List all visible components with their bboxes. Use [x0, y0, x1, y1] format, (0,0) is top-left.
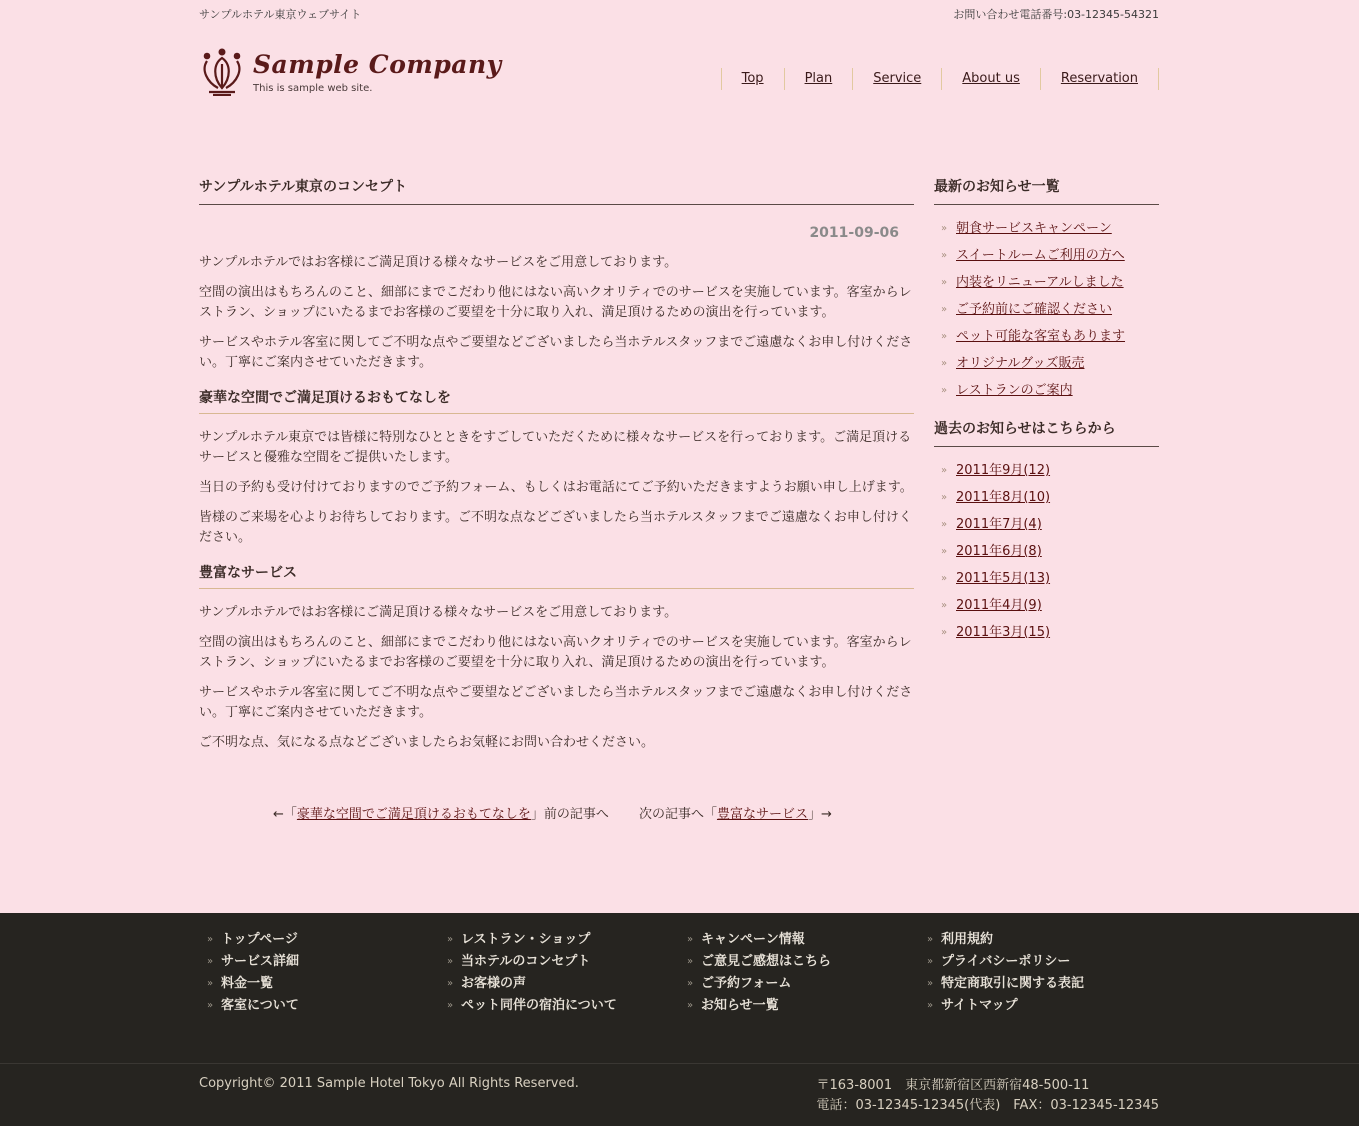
archive-link[interactable]: 2011年6月(8) — [956, 544, 1042, 559]
header — [199, 48, 1159, 100]
section2-paragraph-2: 空間の演出はもちろんのこと、細部にまでこだわり他にはない高いクオリティでのサービスを実施しています。客室からレストラン、ショップにいたるまでお客様のご要望を十分に取り入れ、満足頂けるための演出を行っています。 — [199, 635, 912, 670]
sidebar — [934, 176, 1159, 646]
article-pager — [273, 803, 832, 822]
news-item — [934, 323, 1159, 350]
nav-service[interactable]: Service — [853, 68, 942, 90]
news-title: 最新のお知らせ一覧 — [934, 176, 1159, 205]
footer-column-1 — [199, 929, 439, 1017]
company-name: Sample Company — [253, 50, 502, 79]
crown-icon — [199, 48, 245, 96]
footer-link[interactable]: » キャンペーン情報 — [679, 929, 919, 951]
news-link[interactable]: ご予約前にご確認ください — [956, 302, 1113, 317]
chevron-right-icon: » — [207, 978, 214, 989]
archive-link[interactable]: 2011年5月(13) — [956, 571, 1051, 586]
chevron-right-icon: » — [941, 331, 948, 342]
archive-item — [934, 592, 1159, 619]
news-item — [934, 350, 1159, 377]
article-title: サンプルホテル東京のコンセプト — [199, 176, 914, 205]
archive-item — [934, 538, 1159, 565]
footer-column-2 — [439, 929, 679, 1017]
address-block — [817, 1076, 1160, 1116]
section-heading-1: 豪華な空間でご満足頂けるおもてなしを — [199, 387, 914, 414]
next-article-link[interactable]: 豊富なサービス — [716, 807, 808, 822]
footer-link[interactable]: » お知らせ一覧 — [679, 995, 919, 1017]
chevron-right-icon: » — [447, 934, 454, 945]
section2-paragraph-3: サービスやホテル客室に関してご不明な点やご要望などございましたら当ホテルスタッフまでご遠慮なくお申し付けください。丁寧にご案内させていただきます。 — [199, 685, 913, 720]
news-link[interactable]: スイートルームご利用の方へ — [956, 248, 1125, 263]
footer-link[interactable]: » ご意見ご感想はこちら — [679, 951, 919, 973]
footer-link[interactable]: » 当ホテルのコンセプト — [439, 951, 679, 973]
chevron-right-icon: » — [687, 934, 694, 945]
chevron-right-icon: » — [941, 385, 948, 396]
footer-column-3 — [679, 929, 919, 1017]
archive-link[interactable]: 2011年8月(10) — [956, 490, 1051, 505]
logo[interactable] — [199, 48, 502, 98]
archive-list — [934, 457, 1159, 646]
archive-link[interactable]: 2011年9月(12) — [956, 463, 1051, 478]
nav-top[interactable]: Top — [722, 68, 785, 90]
chevron-right-icon: » — [207, 934, 214, 945]
footer-links — [199, 929, 1159, 1017]
chevron-right-icon: » — [687, 978, 694, 989]
archive-link[interactable]: 2011年4月(9) — [956, 598, 1042, 613]
chevron-right-icon: » — [941, 600, 948, 611]
chevron-right-icon: » — [941, 358, 948, 369]
footer-link[interactable]: » ご予約フォーム — [679, 973, 919, 995]
prev-prefix: ←「 — [273, 807, 297, 822]
news-link[interactable]: レストランのご案内 — [956, 383, 1073, 398]
chevron-right-icon: » — [927, 934, 934, 945]
section1-paragraph-2: 当日の予約も受け付けておりますのでご予約フォーム、もしくはお電話にてご予約いただきますようお願い申し上げます。 — [199, 480, 913, 495]
nav-reservation[interactable]: Reservation — [1041, 68, 1159, 90]
footer-link[interactable]: » 客室について — [199, 995, 439, 1017]
article — [199, 176, 914, 753]
prev-article-link[interactable]: 豪華な空間でご満足頂けるおもてなしを — [296, 807, 531, 822]
footer-link[interactable]: » レストラン・ショップ — [439, 929, 679, 951]
archive-link[interactable]: 2011年7月(4) — [956, 517, 1042, 532]
global-nav — [721, 68, 1159, 90]
section2-paragraph-4: ご不明な点、気になる点などございましたらお気軽にお問い合わせください。 — [199, 735, 655, 750]
copyright: Copyright© 2011 Sample Hotel Tokyo All Rights Reserved. — [199, 1076, 579, 1091]
footer-link[interactable]: » 特定商取引に関する表記 — [919, 973, 1159, 995]
top-strip — [199, 6, 1159, 22]
footer-link[interactable]: » 料金一覧 — [199, 973, 439, 995]
footer-link[interactable]: » サービス詳細 — [199, 951, 439, 973]
footer-link[interactable]: » トップページ — [199, 929, 439, 951]
section1-paragraph-3: 皆様のご来場を心よりお待ちしております。ご不明な点などございましたら当ホテルスタッフまでご遠慮なくお申し付けください。 — [199, 510, 912, 545]
chevron-right-icon: » — [687, 956, 694, 967]
chevron-right-icon: » — [447, 956, 454, 967]
nav-about-us[interactable]: About us — [942, 68, 1041, 90]
footer-divider — [0, 1063, 1359, 1064]
footer-link[interactable]: » お客様の声 — [439, 973, 679, 995]
archive-item — [934, 457, 1159, 484]
chevron-right-icon: » — [941, 546, 948, 557]
chevron-right-icon: » — [447, 978, 454, 989]
chevron-right-icon: » — [941, 223, 948, 234]
section1-paragraph-1: サンプルホテル東京では皆様に特別なひとときをすごしていただくために様々なサービスを行っております。ご満足頂けるサービスと優雅な空間をご提供いたします。 — [199, 430, 912, 465]
chevron-right-icon: » — [941, 519, 948, 530]
archive-link[interactable]: 2011年3月(15) — [956, 625, 1051, 640]
news-list — [934, 215, 1159, 404]
archive-item — [934, 511, 1159, 538]
chevron-right-icon: » — [941, 250, 948, 261]
next-prefix: 次の記事へ「 — [638, 807, 717, 822]
chevron-right-icon: » — [207, 1000, 214, 1011]
chevron-right-icon: » — [207, 956, 214, 967]
chevron-right-icon: » — [941, 573, 948, 584]
chevron-right-icon: » — [447, 1000, 454, 1011]
contact-phone: お問い合わせ電話番号:03-12345-54321 — [953, 8, 1159, 21]
section-heading-2: 豊富なサービス — [199, 562, 914, 589]
intro-paragraph-2: 空間の演出はもちろんのこと、細部にまでこだわり他にはない高いクオリティでのサービスを実施しています。客室からレストラン、ショップにいたるまでお客様のご要望を十分に取り入れ、満足頂けるための演出を行っています。 — [199, 285, 912, 320]
footer-link[interactable]: » サイトマップ — [919, 995, 1159, 1017]
chevron-right-icon: » — [941, 304, 948, 315]
chevron-right-icon: » — [941, 465, 948, 476]
nav-plan[interactable]: Plan — [785, 68, 854, 90]
footer-link[interactable]: » プライバシーポリシー — [919, 951, 1159, 973]
news-link[interactable]: ペット可能な客室もあります — [956, 329, 1126, 344]
news-item — [934, 269, 1159, 296]
prev-suffix: 」前の記事へ — [530, 807, 609, 822]
contact-numbers: 電話：03-12345-12345(代表) FAX：03-12345-12345 — [816, 1098, 1159, 1113]
news-link[interactable]: 朝食サービスキャンペーン — [956, 221, 1112, 236]
chevron-right-icon: » — [927, 1000, 934, 1011]
site-name: サンプルホテル東京ウェブサイト — [199, 8, 362, 21]
news-link[interactable]: 内装をリニューアルしました — [956, 275, 1124, 290]
intro-paragraph-3: サービスやホテル客室に関してご不明な点やご要望などございましたら当ホテルスタッフまでご遠慮なくお申し付けください。丁寧にご案内させていただきます。 — [199, 335, 913, 370]
news-item — [934, 296, 1159, 323]
archive-item — [934, 565, 1159, 592]
chevron-right-icon: » — [941, 627, 948, 638]
company-tagline: This is sample web site. — [253, 83, 373, 94]
chevron-right-icon: » — [941, 492, 948, 503]
footer-column-4 — [919, 929, 1159, 1017]
footer-link[interactable]: » ペット同伴の宿泊について — [439, 995, 679, 1017]
chevron-right-icon: » — [941, 277, 948, 288]
news-item — [934, 377, 1159, 404]
next-suffix: 」→ — [807, 807, 832, 822]
chevron-right-icon: » — [927, 978, 934, 989]
address: 〒163-8001 東京都新宿区西新宿48-500-11 — [816, 1078, 1090, 1093]
archive-item — [934, 484, 1159, 511]
archive-item — [934, 619, 1159, 646]
chevron-right-icon: » — [687, 1000, 694, 1011]
chevron-right-icon: » — [927, 956, 934, 967]
section2-paragraph-1: サンプルホテルではお客様にご満足頂ける様々なサービスをご用意しております。 — [199, 605, 678, 620]
footer-link[interactable]: » 利用規約 — [919, 929, 1159, 951]
archive-title: 過去のお知らせはこちらから — [934, 418, 1159, 447]
intro-paragraph-1: サンプルホテルではお客様にご満足頂ける様々なサービスをご用意しております。 — [199, 255, 678, 270]
news-item — [934, 242, 1159, 269]
news-item — [934, 215, 1159, 242]
article-date: 2011-09-06 — [809, 225, 899, 241]
news-link[interactable]: オリジナルグッズ販売 — [956, 356, 1085, 371]
footer — [0, 913, 1359, 1126]
